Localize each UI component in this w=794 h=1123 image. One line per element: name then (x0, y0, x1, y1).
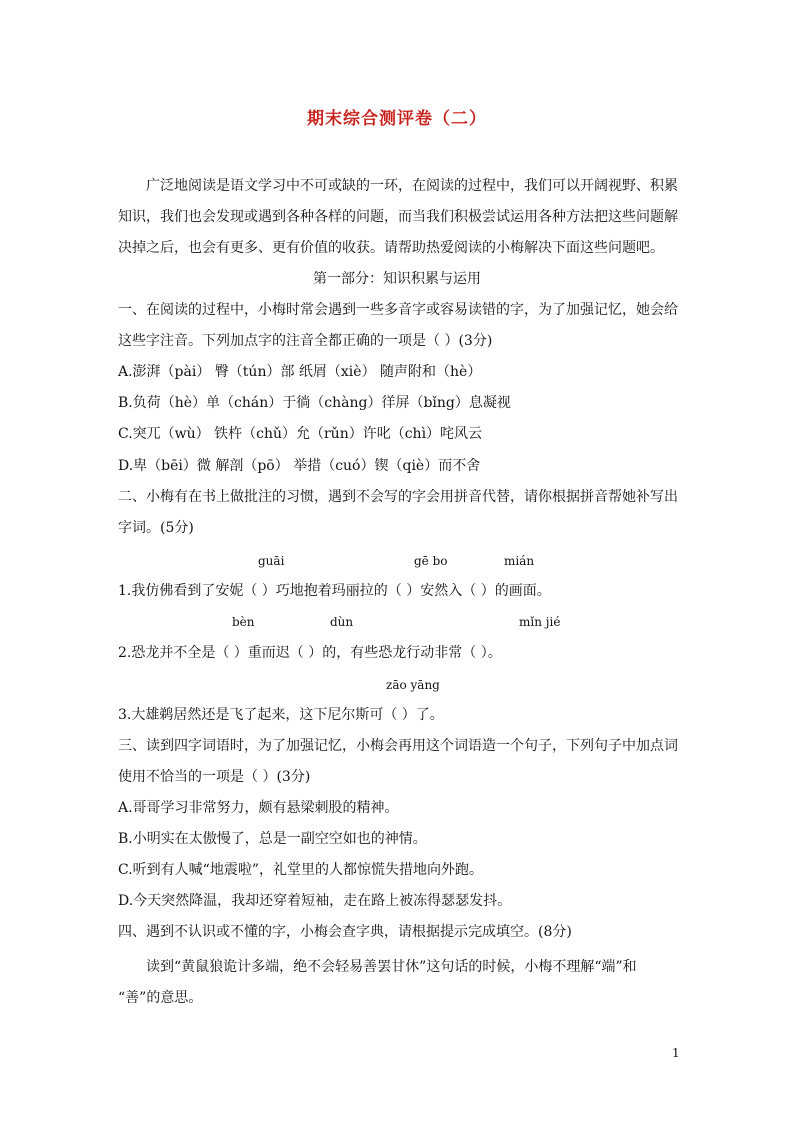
q2-item2-pinyin-2: dùn (330, 615, 354, 629)
section-heading: 第一部分：知识积累与运用 (313, 271, 481, 287)
q3-stem-line-1: 三、读到四字词语时，为了加强记忆，小梅会再用这个词语造一个句子，下列句子中加点词 (118, 738, 678, 754)
intro-line-1: 广泛地阅读是语文学习中不可或缺的一环，在阅读的过程中，我们可以开阔视野、积累 (146, 178, 678, 194)
q2-item2-pinyin-1: bèn (232, 615, 255, 629)
q3-option-d: D.今天突然降温，我却还穿着短袖，走在路上被冻得瑟瑟发抖。 (118, 893, 512, 909)
q2-item2-pinyin-3: mǐn jié (519, 615, 561, 629)
q2-item1-pinyin-2: gē bo (414, 554, 448, 568)
q1-stem-line-1: 一、在阅读的过程中，小梅时常会遇到一些多音字或容易读错的字，为了加强记忆，她会给 (118, 302, 678, 318)
q1-stem-line-2: 这些字注音。下列加点字的注音全都正确的一项是（ ）(3分) (118, 333, 493, 349)
q4-stem: 四、遇到不认识或不懂的字，小梅会查字典，请根据提示完成填空。(8分) (118, 924, 572, 940)
q3-option-b: B.小明实在太傲慢了，总是一副空空如也的神情。 (118, 831, 427, 847)
q3-option-c: C.听到有人喊“地震啦”，礼堂里的人都惊慌失措地向外跑。 (118, 862, 483, 878)
q2-item1-pinyin-3: mián (504, 554, 535, 568)
intro-line-2: 知识，我们也会发现或遇到各种各样的问题，而当我们积极尝试运用各种方法把这些问题解 (118, 209, 678, 225)
q2-item-1: 1.我仿佛看到了安妮（ ）巧地抱着玛丽拉的（ ）安然入（ ）的画面。 (118, 583, 551, 599)
q2-stem-line-2: 字词。(5分) (118, 520, 194, 536)
q2-item-2: 2.恐龙并不全是（ ）重而迟（ ）的，有些恐龙行动非常（ ）。 (118, 645, 502, 661)
q1-option-a: A.澎湃（pài） 臀（tún）部 纸屑（xiè） 随声附和（hè） (118, 364, 482, 380)
q1-option-c: C.突兀（wù） 铁杵（chǔ）允（rǔn）许叱（chì）咤风云 (118, 426, 483, 442)
q2-item3-pinyin-1: zāo yāng (386, 678, 440, 692)
page-title: 期末综合测评卷（二） (307, 109, 487, 129)
q1-option-b: B.负荷（hè）单（chán）于徜（chàng）徉屏（bǐng）息凝视 (118, 395, 511, 411)
q2-item-3: 3.大雄鹈居然还是飞了起来，这下尼尔斯可（ ）了。 (118, 707, 444, 723)
intro-line-3: 决掉之后，也会有更多、更有价值的收获。请帮助热爱阅读的小梅解决下面这些问题吧。 (118, 240, 664, 256)
page-number: 1 (672, 1046, 680, 1060)
q2-item1-pinyin-1: guāi (258, 554, 285, 568)
q3-stem-line-2: 使用不恰当的一项是（ ）(3分) (118, 769, 311, 785)
q4-body-line-1: 读到“黄鼠狼诡计多端，绝不会轻易善罢甘休”这句话的时候，小梅不理解“端”和 (146, 959, 637, 975)
q1-option-d: D.卑（bēi）微 解剖（pō） 举措（cuó）锲（qiè）而不舍 (118, 458, 481, 474)
q3-option-a: A.哥哥学习非常努力，颇有悬梁刺股的精神。 (118, 800, 399, 816)
q4-body-line-2: “善”的意思。 (118, 990, 203, 1006)
q2-stem-line-1: 二、小梅有在书上做批注的习惯，遇到不会写的字会用拼音代替，请你根据拼音帮她补写出 (118, 489, 678, 505)
